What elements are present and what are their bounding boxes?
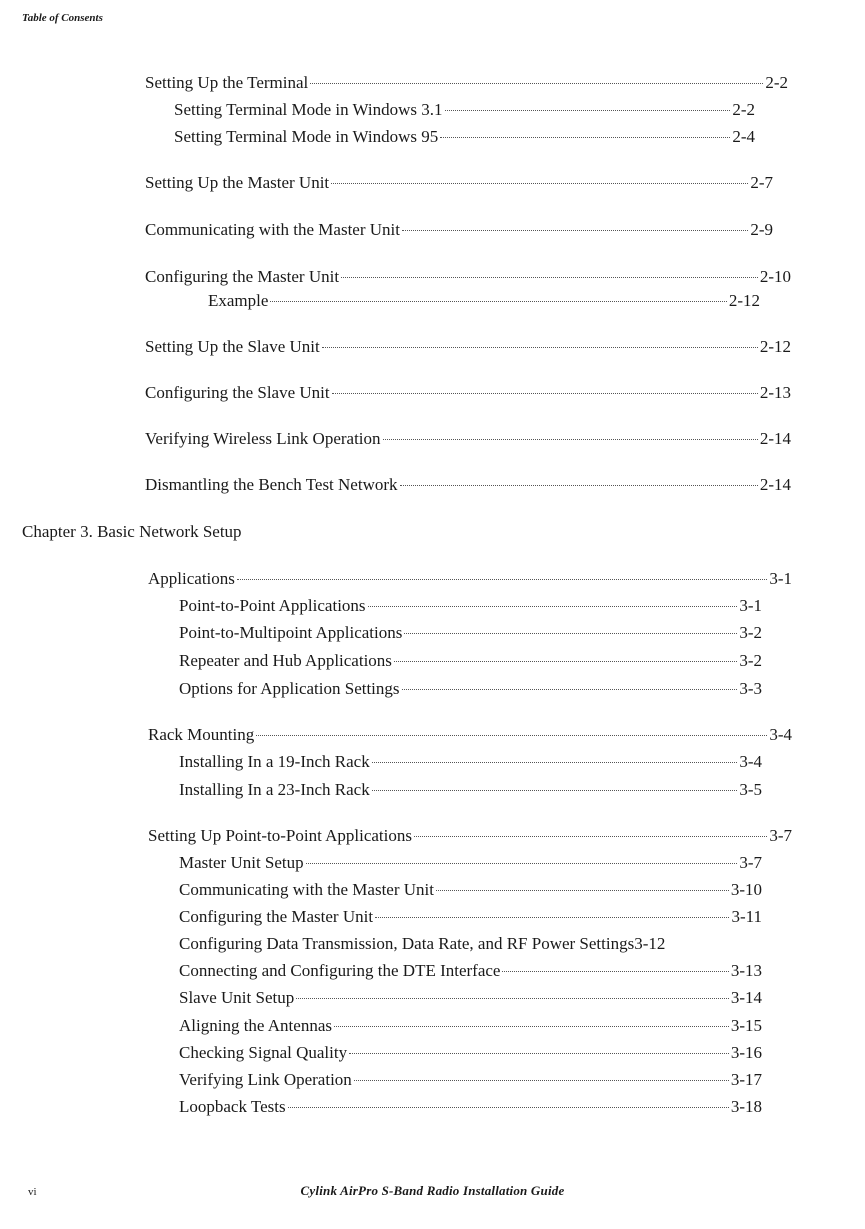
toc-entry[interactable] <box>179 1097 762 1117</box>
toc-entry-page: 3-15 <box>730 1016 762 1035</box>
toc-entry[interactable] <box>145 173 773 193</box>
toc-entry[interactable] <box>179 880 762 900</box>
toc-entry-page: 3-13 <box>730 961 762 980</box>
toc-entry-page: 3-2 <box>739 651 762 670</box>
toc-entry-page: 2-12 <box>759 337 791 356</box>
toc-entry-title: Aligning the Antennas <box>179 1016 332 1035</box>
toc-entry[interactable] <box>179 1016 762 1036</box>
toc-entry-page: 3-7 <box>769 826 792 845</box>
toc-entry[interactable] <box>145 429 791 449</box>
toc-entry-title: Example <box>208 291 269 310</box>
toc-entry-page: 3-16 <box>730 1043 762 1062</box>
toc-entry[interactable] <box>179 679 762 699</box>
toc-entry[interactable] <box>179 1070 762 1090</box>
toc-entry-title: Configuring the Master Unit <box>145 267 340 286</box>
toc-entry[interactable] <box>174 100 755 120</box>
dot-leader <box>341 277 758 278</box>
toc-entry[interactable] <box>145 267 791 287</box>
toc-entry[interactable] <box>145 383 791 403</box>
toc-entry-title: Checking Signal Quality <box>179 1043 348 1062</box>
toc-entry[interactable] <box>145 475 791 495</box>
dot-leader <box>296 998 729 999</box>
toc-entry-title: Rack Mounting <box>148 725 255 744</box>
dot-leader <box>414 836 767 837</box>
toc-entry-title: Installing In a 19-Inch Rack <box>179 752 370 771</box>
dot-leader <box>270 301 726 302</box>
toc-entry[interactable] <box>179 961 762 981</box>
dot-leader <box>349 1053 729 1054</box>
toc-entry[interactable] <box>179 780 762 800</box>
toc-entry-title: Slave Unit Setup <box>179 988 295 1007</box>
toc-entry-title: Dismantling the Bench Test Network <box>145 475 398 494</box>
dot-leader <box>322 347 758 348</box>
dot-leader <box>502 971 728 972</box>
toc-entry-title: Options for Application Settings <box>179 679 400 698</box>
toc-entry-page: 2-4 <box>732 127 755 146</box>
toc-entry-page: 3-14 <box>730 988 762 1007</box>
toc-entry[interactable] <box>179 934 819 954</box>
toc-entry[interactable] <box>179 623 762 643</box>
dot-leader <box>368 606 738 607</box>
footer-book-title: Cylink AirPro S-Band Radio Installation Guide <box>300 1183 565 1198</box>
toc-entry-page: 3-4 <box>739 752 762 771</box>
toc-entry-page: 2-13 <box>759 383 791 402</box>
toc-entry-page: 2-14 <box>759 429 791 448</box>
toc-entry-title: Verifying Link Operation <box>179 1070 352 1089</box>
toc-entry-title: Repeater and Hub Applications <box>179 651 392 670</box>
toc-entry[interactable] <box>148 569 792 589</box>
toc-entry-page: 3-4 <box>769 725 792 744</box>
toc-entry[interactable] <box>179 907 762 927</box>
toc-entry-page: 3-17 <box>730 1070 762 1089</box>
toc-entry[interactable] <box>179 1043 762 1063</box>
toc-entry[interactable] <box>179 853 762 873</box>
dot-leader <box>404 633 737 634</box>
toc-entry-page: 3-5 <box>739 780 762 799</box>
toc-entry-page: 3-2 <box>739 623 762 642</box>
dot-leader <box>383 439 758 440</box>
footer-page-number: vi <box>28 1186 37 1198</box>
toc-entry-title: Connecting and Configuring the DTE Interface <box>179 961 501 980</box>
toc-entry-page: 2-9 <box>750 220 773 239</box>
dot-leader <box>354 1080 729 1081</box>
toc-entry-page: 2-2 <box>765 73 788 92</box>
toc-entry-page: 3-18 <box>730 1097 762 1116</box>
toc-entry[interactable] <box>174 127 755 147</box>
toc-entry-page: 2-10 <box>759 267 791 286</box>
toc-entry-title: Setting Terminal Mode in Windows 3.1 <box>174 100 443 119</box>
dot-leader <box>440 137 730 138</box>
toc-entry-title: Point-to-Multipoint Applications <box>179 623 403 642</box>
toc-entry-title: Verifying Wireless Link Operation <box>145 429 381 448</box>
toc-entry-title: Setting Terminal Mode in Windows 95 <box>174 127 439 146</box>
dot-leader <box>394 661 737 662</box>
dot-leader <box>331 183 748 184</box>
toc-entry-page: 3-10 <box>730 880 762 899</box>
toc-entry-page: 3-1 <box>739 596 762 615</box>
toc-entry[interactable] <box>179 651 762 671</box>
dot-leader <box>400 485 758 486</box>
toc-entry[interactable] <box>148 725 792 745</box>
dot-leader <box>445 110 731 111</box>
toc-entry-title: Communicating with the Master Unit <box>179 880 434 899</box>
dot-leader <box>436 890 729 891</box>
dot-leader <box>402 689 738 690</box>
toc-entry-title: Setting Up Point-to-Point Applications <box>148 826 412 845</box>
dot-leader <box>372 762 738 763</box>
dot-leader <box>402 230 748 231</box>
toc-entry[interactable] <box>208 291 760 311</box>
toc-entry-title: Setting Up the Slave Unit <box>145 337 320 356</box>
toc-entry-title: Configuring Data Transmission, Data Rate, and RF Power Settings <box>179 934 635 953</box>
toc-entry-page: 3-7 <box>739 853 762 872</box>
toc-entry-page: 2-14 <box>759 475 791 494</box>
dot-leader <box>375 917 729 918</box>
toc-entry[interactable] <box>179 988 762 1008</box>
toc-entry[interactable] <box>145 220 773 240</box>
toc-entry[interactable] <box>148 826 792 846</box>
toc-entry-title: Point-to-Point Applications <box>179 596 366 615</box>
dot-leader <box>288 1107 729 1108</box>
dot-leader <box>334 1026 729 1027</box>
toc-entry[interactable] <box>145 73 788 93</box>
chapter-heading[interactable]: Chapter 3. Basic Network Setup <box>22 522 242 541</box>
dot-leader <box>310 83 763 84</box>
toc-entry-title: Setting Up the Master Unit <box>145 173 330 192</box>
running-head: Table of Consents <box>22 12 103 24</box>
toc-entry-page: 3-1 <box>769 569 792 588</box>
toc-entry-page: 2-12 <box>728 291 760 310</box>
toc-entry-title: Configuring the Master Unit <box>179 907 374 926</box>
toc-entry-title: Loopback Tests <box>179 1097 286 1116</box>
toc-entry-title: Applications <box>148 569 235 588</box>
dot-leader <box>372 790 738 791</box>
toc-entry-page: 2-7 <box>750 173 773 192</box>
toc-entry-title: Communicating with the Master Unit <box>145 220 400 239</box>
toc-entry-page: 3-11 <box>731 907 762 926</box>
toc-entry-page: 3-3 <box>739 679 762 698</box>
toc-entry[interactable] <box>179 752 762 772</box>
dot-leader <box>332 393 758 394</box>
dot-leader <box>306 863 738 864</box>
toc-entry-title: Installing In a 23-Inch Rack <box>179 780 370 799</box>
toc-entry-title: Configuring the Slave Unit <box>145 383 330 402</box>
toc-entry-title: Master Unit Setup <box>179 853 304 872</box>
toc-entry[interactable] <box>179 596 762 616</box>
toc-entry[interactable] <box>145 337 791 357</box>
dot-leader <box>237 579 767 580</box>
toc-entry-title: Setting Up the Terminal <box>145 73 309 92</box>
toc-entry-page: 2-2 <box>732 100 755 119</box>
dot-leader <box>256 735 767 736</box>
toc-entry-page: 3-12 <box>634 934 666 953</box>
